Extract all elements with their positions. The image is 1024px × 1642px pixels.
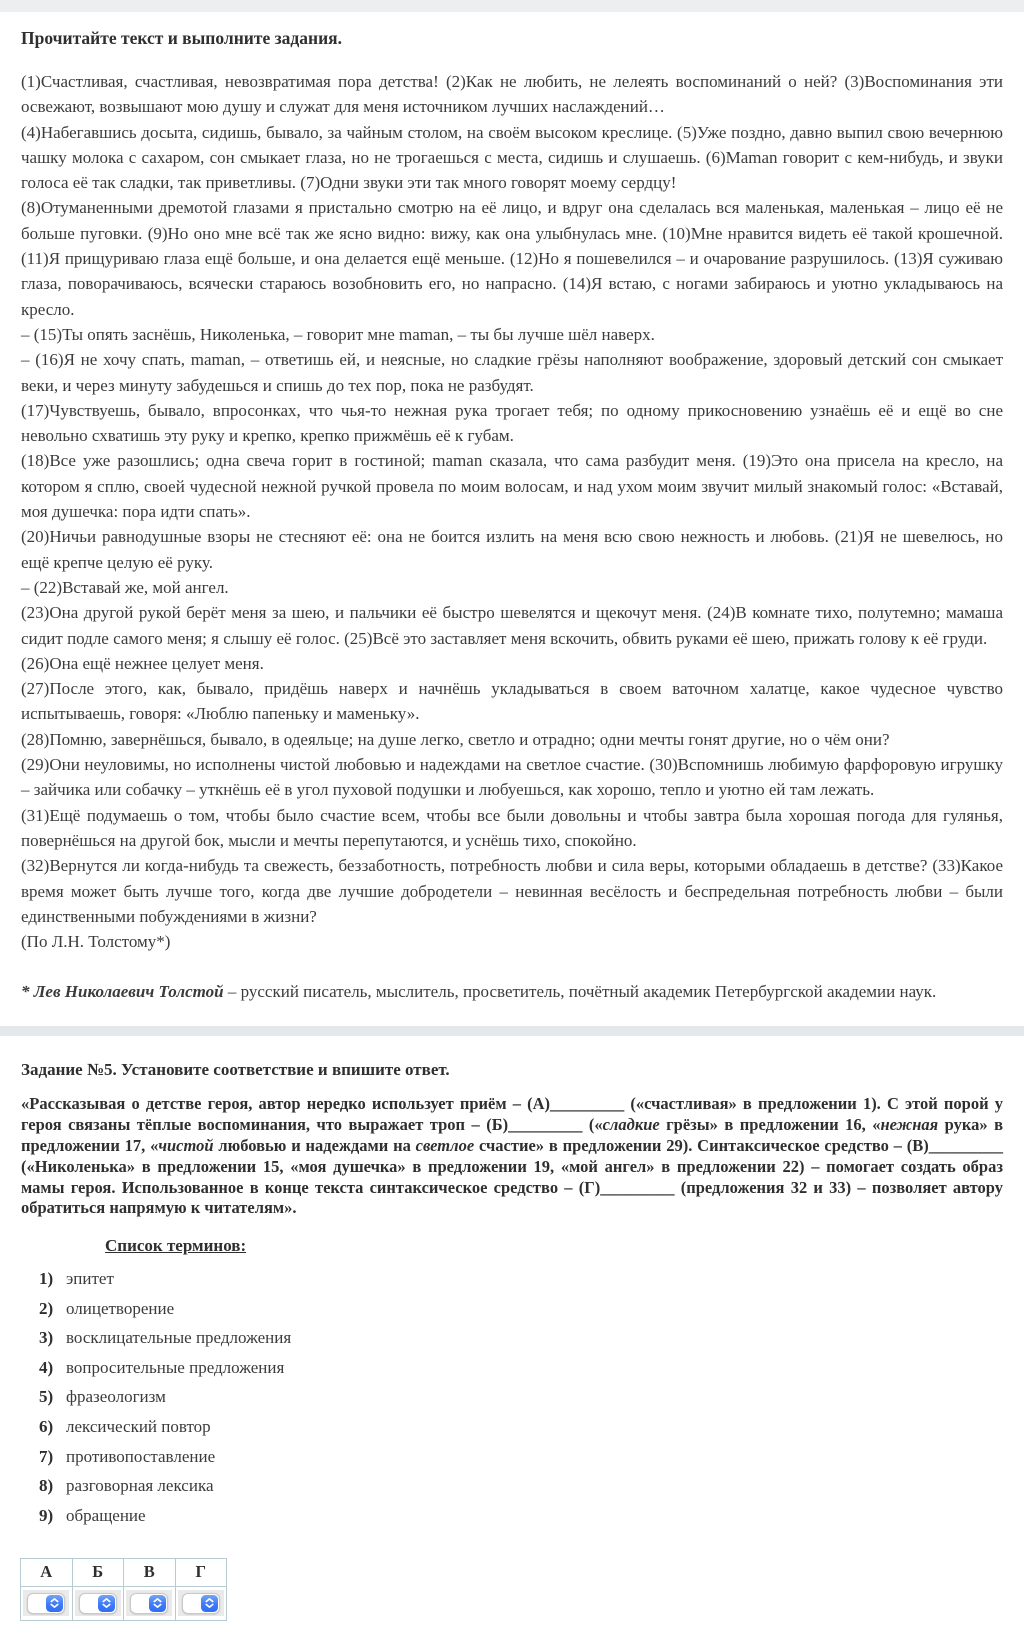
term-item [21, 1412, 1003, 1442]
text-paragraph: (17)Чувствуешь, бывало, впросонках, что чья-то нежная рука трогает тебя; по одному прикосновению узнаёшь её и ещё во сне невольно схватишь эту руку и крепко, крепко прижмёшь её к губам. [21, 400, 1003, 446]
answer-column-header: А [21, 1558, 73, 1586]
term-item [21, 1501, 1003, 1531]
select-stepper-button [201, 1595, 218, 1612]
chevron-up-down-icon [102, 1598, 111, 1608]
text-paragraph: (31)Ещё подумаешь о том, чтобы было счастие всем, чтобы все были довольны и чтобы завтра была хорошая погода для гулянья, повернёшься на другой бок, мысли и мечты перепутаются, и уснёшь тихо, спокойно. [21, 805, 1003, 850]
answer-column-header: В [124, 1558, 176, 1586]
answer-cell [72, 1586, 124, 1620]
answer-select-b[interactable] [79, 1593, 117, 1614]
answer-cell [21, 1586, 73, 1620]
task-instruction-segment: любовью и надеждами на [213, 1135, 416, 1155]
page-top-strip [0, 0, 1024, 12]
answer-column-header: Г [175, 1558, 227, 1586]
term-number: 6) [39, 1416, 54, 1436]
term-label: восклицательные предложения [66, 1328, 292, 1348]
answer-column-header: Б [72, 1558, 124, 1586]
answer-select-backdrop [23, 1590, 69, 1616]
term-number: 2) [39, 1298, 54, 1318]
text-paragraph: (4)Набегавшись досыта, сидишь, бывало, за чайным столом, на своём высоком креслице. (5)Уже поздно, давно выпил свою вечернюю чашку молока с сахаром, сон смыкает глаза, но не трогаешься с места, сидишь и слушаешь. (6)Maman говорит с кем-нибудь, и звуки голоса её так сладки, так приветливы. (7)Одни звуки эти так много говорят моему сердцу! [21, 122, 1003, 193]
chevron-up-down-icon [153, 1598, 162, 1608]
footnote-author: * Лев Николаевич Толстой [21, 982, 224, 1002]
footnote-text: – русский писатель, мыслитель, просветитель, почётный академик Петербургской академии наук. [223, 982, 937, 1002]
answer-select-backdrop [75, 1590, 121, 1616]
text-paragraph: (32)Вернутся ли когда-нибудь та свежесть, беззаботность, потребность любви и сила веры, которыми обладаешь в детстве? (33)Какое время может быть лучше того, когда две лучшие добродетели – невинная весёлость и беспредельная потребность любви – были единственными побуждениями в жизни? [21, 856, 1003, 926]
answer-select-backdrop [126, 1590, 172, 1616]
footnote [21, 979, 1003, 1004]
term-number: 5) [39, 1387, 54, 1407]
answer-select-a[interactable] [27, 1593, 65, 1614]
answer-cell [124, 1586, 176, 1620]
term-item [21, 1264, 1003, 1294]
terms-list-heading: Список терминов: [105, 1236, 247, 1256]
select-stepper-button [98, 1595, 115, 1612]
instructions-heading: Прочитайте текст и выполните задания. [21, 28, 343, 48]
task-instruction-segment: счастие» в предложении 29). Синтаксическое средство – (В)_________ («Николенька» в предложении 15, «моя душечка» в предложении 19, «мой ангел» в предложении 22) – помогает создать образ мамы героя. Использованное в конце текста синтаксическое средство – (Г)_________ (предложения 32 и 33) – позволяет автору обратиться напрямую к читателям». [21, 1135, 1004, 1218]
answer-cell [175, 1586, 227, 1620]
term-item [21, 1323, 1003, 1353]
term-number: 4) [39, 1357, 54, 1377]
term-label: разговорная лексика [66, 1476, 214, 1496]
answer-select-backdrop [178, 1590, 224, 1616]
term-label: противопоставление [66, 1446, 216, 1466]
term-label: лексический повтор [66, 1416, 211, 1436]
term-number: 1) [39, 1268, 54, 1288]
task-instruction-segment: чистой [158, 1135, 214, 1155]
text-paragraph: – (16)Я не хочу спать, maman, – ответишь ей, и неясные, но сладкие грёзы наполняют воображение, здоровый детский сон смыкает веки, и через минуту забудешься и спишь до тех пор, пока не разбудят. [21, 350, 1003, 395]
text-paragraph: (26)Она ещё нежнее целует меня. [21, 653, 264, 673]
term-number: 7) [39, 1446, 54, 1466]
task-instruction-segment: «Рассказывая о детстве героя, автор нередко использует приём – (А)_________ («счастливая» в предложении 1). С этой порой у героя связаны тёплые воспоминания, что выражает троп – (Б)_________ (« [21, 1094, 1003, 1135]
answer-table [20, 1558, 227, 1621]
text-paragraph: (29)Они неуловимы, но исполнены чистой любовью и надеждами на светлое счастие. (30)Вспомнишь любимую фарфоровую игрушку – зайчика или собачку – уткнёшь её в угол пуховой подушки и любуешься, как хорошо, тепло и уютно ей там лежать. [21, 755, 1003, 800]
answer-select-g[interactable] [182, 1593, 220, 1614]
term-number: 9) [39, 1505, 54, 1525]
term-number: 8) [39, 1476, 54, 1496]
answer-header-row [21, 1558, 227, 1586]
term-label: вопросительные предложения [66, 1357, 285, 1377]
term-label: олицетворение [66, 1298, 175, 1318]
text-paragraph: (27)После этого, как, бывало, придёшь наверх и начнёшь укладываться в своем ваточном халатце, какое чудесное чувство испытываешь, говоря: «Люблю папеньку и маменьку». [21, 679, 1003, 724]
task-instruction-segment: грёзы» в предложении 16, « [659, 1115, 881, 1135]
task-instruction-segment: светлое [415, 1135, 475, 1155]
term-item [21, 1442, 1003, 1472]
term-item [21, 1471, 1003, 1501]
chevron-up-down-icon [50, 1598, 59, 1608]
term-label: обращение [66, 1505, 146, 1525]
task-instruction [21, 1094, 1003, 1219]
text-paragraph: (18)Все уже разошлись; одна свеча горит в гостиной; maman сказала, что сама разбудит меня. (19)Это она присела на кресло, на котором я сплю, своей чудесной нежной ручкой провела по моим волосам, и над ухом моим звучит милый знакомый голос: «Вставай, моя душечка: пора идти спать». [21, 451, 1003, 522]
term-item [21, 1353, 1003, 1383]
task-instruction-segment: нежная [880, 1115, 939, 1135]
term-label: эпитет [66, 1268, 114, 1288]
task-heading: Задание №5. Установите соответствие и впишите ответ. [21, 1060, 450, 1080]
task-instruction-segment: сладкие [602, 1115, 660, 1135]
term-number: 3) [39, 1328, 54, 1348]
text-paragraph: (28)Помню, завернёшься, бывало, в одеяльце; на душе легко, светло и отрадно; одни мечты гонят другие, но о чём они? [21, 729, 890, 749]
text-paragraph: – (22)Вставай же, мой ангел. [21, 577, 229, 597]
text-paragraph: – (15)Ты опять заснёшь, Николенька, – говорит мне maman, – ты бы лучше шёл наверх. [21, 324, 655, 344]
select-stepper-button [46, 1595, 63, 1612]
select-stepper-button [149, 1595, 166, 1612]
text-paragraph: (23)Она другой рукой берёт меня за шею, и пальчики её быстро шевелятся и щекочут меня. (24)В комнате тихо, полутемно; мамаша сидит подле самого меня; я слышу её голос. (25)Всё это заставляет меня вскочить, обвить руками её шею, прижать голову к её груди. [21, 603, 1003, 648]
task-instruction-segment: рука» в предложении 17, « [21, 1115, 1003, 1155]
reading-text [21, 69, 1003, 954]
term-item [21, 1294, 1003, 1324]
terms-list [21, 1264, 1003, 1530]
term-item [21, 1383, 1003, 1413]
text-paragraph: (1)Счастливая, счастливая, невозвратимая пора детства! (2)Как не любить, не лелеять воспоминаний о ней? (3)Воспоминания эти освежают, возвышают мою душу и служат для меня источником лучших наслаждений… [21, 72, 1003, 117]
section-divider [0, 1026, 1024, 1036]
reading-section [0, 28, 1024, 1004]
answer-select-v[interactable] [130, 1593, 168, 1614]
text-paragraph: (20)Ничьи равнодушные взоры не стесняют её: она не боится излить на меня всю свою нежность и любовь. (21)Я не шевелюсь, но ещё крепче целую её руку. [21, 527, 1003, 572]
answer-select-row [21, 1586, 227, 1620]
text-paragraph: (8)Отуманенными дремотой глазами я пристально смотрю на её лицо, и вдруг она сделалась вся маленькая, маленькая – лицо её не больше пуговки. (9)Но оно мне всё так же ясно видно: вижу, как она улыбнулась мне. (10)Мне нравится видеть её такой крошечной. (11)Я прищуриваю глаза ещё больше, и она делается ещё меньше. (12)Но я пошевелился – и очарование разрушилось. (13)Я суживаю глаза, поворачиваюсь, всячески стараюсь возобновить его, но напрасно. (14)Я встаю, с ногами забираюсь и уютно укладываюсь на кресло. [21, 198, 1003, 319]
task-section [0, 1060, 1024, 1620]
chevron-up-down-icon [205, 1598, 214, 1608]
term-label: фразеологизм [66, 1387, 166, 1407]
text-paragraph: (По Л.Н. Толстому*) [21, 932, 171, 952]
